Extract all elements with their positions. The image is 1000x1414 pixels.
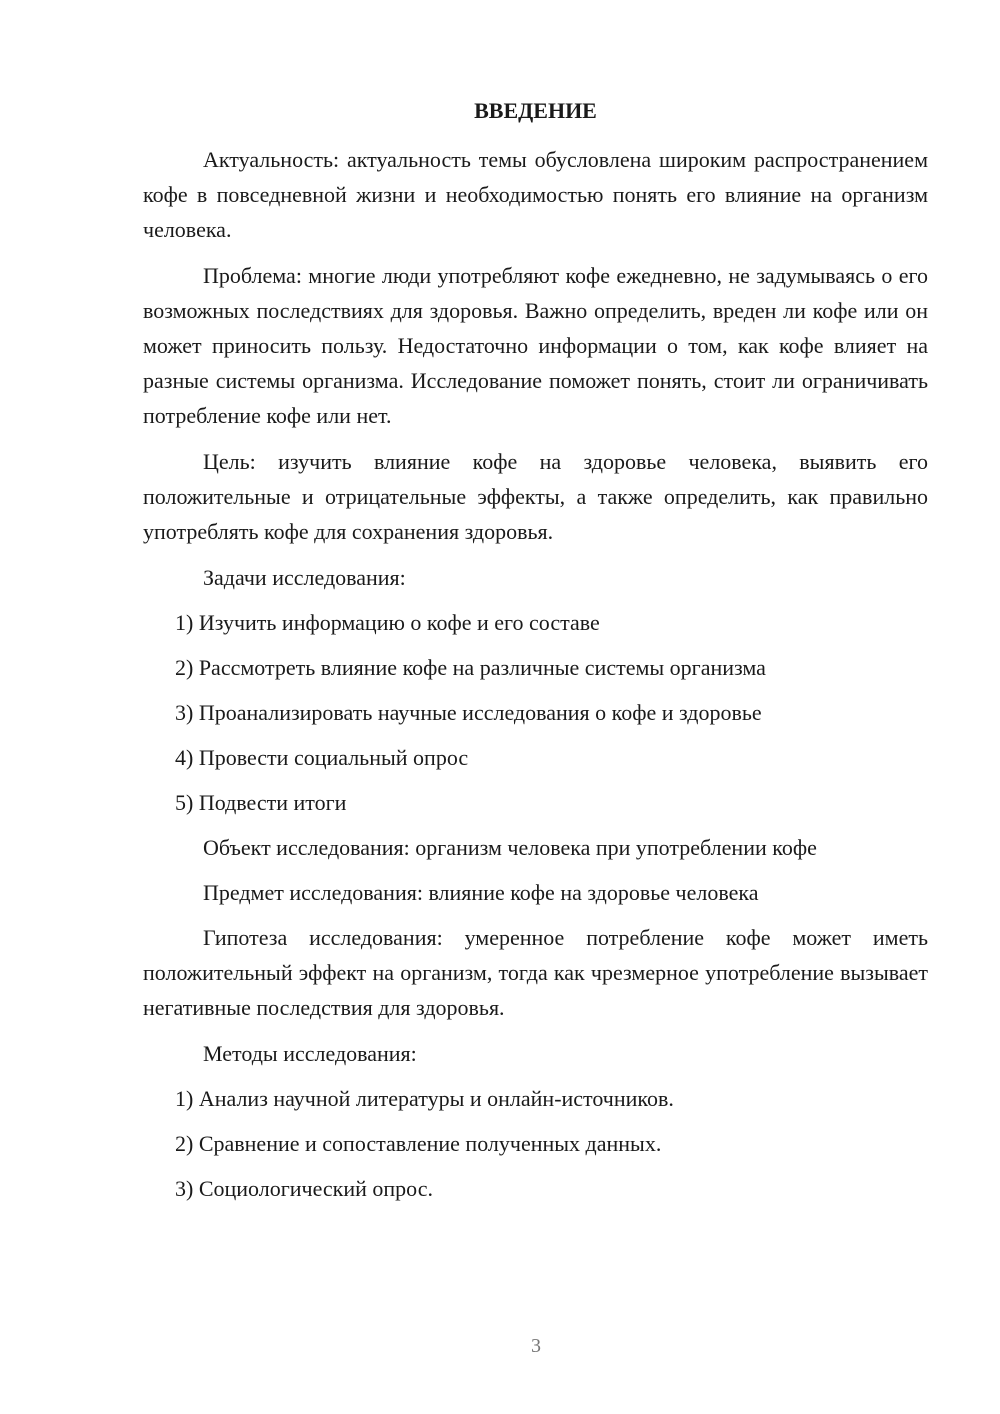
page-number: 3 bbox=[531, 1335, 541, 1357]
hypothesis-paragraph: Гипотеза исследования: умеренное потребление кофе может иметь положительный эффект на организм, тогда как чрезмерное употребление вызывает негативные последствия для здоровья. bbox=[143, 925, 928, 1020]
tasks-list bbox=[143, 605, 928, 820]
task-item: 4) Провести социальный опрос bbox=[175, 745, 469, 770]
task-item: 3) Проанализировать научные исследования о кофе и здоровье bbox=[175, 700, 762, 725]
page-content bbox=[143, 96, 928, 1216]
task-item: 1) Изучить информацию о кофе и его составе bbox=[175, 610, 600, 635]
method-item: 1) Анализ научной литературы и онлайн-источников. bbox=[175, 1086, 674, 1111]
task-item: 2) Рассмотреть влияние кофе на различные системы организма bbox=[175, 655, 766, 680]
subject-line: Предмет исследования: влияние кофе на здоровье человека bbox=[203, 880, 759, 905]
relevance-paragraph: Актуальность: актуальность темы обусловлена широким распространением кофе в повседневной жизни и необходимостью понять его влияние на организм человека. bbox=[143, 147, 928, 242]
methods-heading: Методы исследования: bbox=[203, 1041, 417, 1066]
section-title: ВВЕДЕНИЕ bbox=[474, 98, 597, 123]
tasks-heading: Задачи исследования: bbox=[203, 565, 406, 590]
goal-paragraph: Цель: изучить влияние кофе на здоровье человека, выявить его положительные и отрицательные эффекты, а также определить, как правильно употреблять кофе для сохранения здоровья. bbox=[143, 449, 928, 544]
methods-list bbox=[143, 1081, 928, 1206]
problem-paragraph: Проблема: многие люди употребляют кофе ежедневно, не задумываясь о его возможных последствиях для здоровья. Важно определить, вреден ли кофе или он может приносить пользу. Недостаточно информации о том, как кофе влияет на разные системы организма. Исследование поможет понять, стоит ли ограничивать потребление кофе или нет. bbox=[143, 263, 928, 428]
task-item: 5) Подвести итоги bbox=[175, 790, 347, 815]
object-line: Объект исследования: организм человека при употреблении кофе bbox=[203, 835, 817, 860]
method-item: 2) Сравнение и сопоставление полученных данных. bbox=[175, 1131, 662, 1156]
method-item: 3) Социологический опрос. bbox=[175, 1176, 433, 1201]
